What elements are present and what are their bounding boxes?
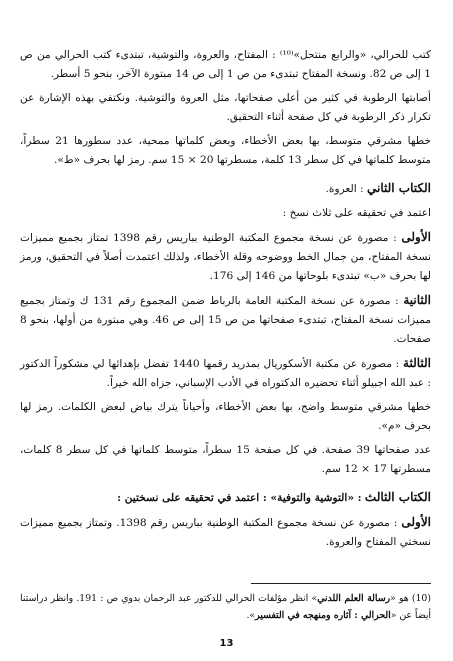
footnote-title-2: الحرالي : آثاره ومنهجه في التفسير bbox=[255, 610, 391, 621]
footnote-title-1: رسالة العلم اللدني bbox=[317, 593, 391, 604]
book2-intro: اعتمد في تحقيقه على ثلاث نسخ : bbox=[282, 207, 431, 219]
page-number: 13 bbox=[219, 638, 234, 649]
book3-first-text: : مصورة عن نسخة مجموع المكتبة الوطنية بباريس رقم 1398. وتمتاز بجميع مميزات نسختي المفتاح والعروة. bbox=[20, 517, 431, 548]
book2-copy-third bbox=[20, 354, 431, 393]
book2-third-script: خطها مشرقي متوسط واضح، بها بعض الأخطاء، وأحياناً يترك بياض لبعض الكلمات. رمز لها بحرف «م». bbox=[20, 401, 431, 432]
book2-copy-first bbox=[20, 228, 431, 286]
footnote-pre: (10) هو « bbox=[390, 593, 431, 604]
book2-copy-second bbox=[20, 291, 431, 349]
paragraph-humidity: أصابتها الرطوبة في كثير من أعلى صفحاتها، مثل العروة والتوشية. ونكتفي بهذه الإشارة عن تكرار ذكر الرطوبة في كل صفحة أثناء التحقيق. bbox=[20, 92, 431, 123]
book3-heading bbox=[20, 488, 431, 508]
book2-subtitle: : العروة. bbox=[325, 183, 364, 195]
footnote-divider bbox=[251, 583, 431, 584]
book3-first-label: الأولى bbox=[401, 515, 432, 529]
footnote bbox=[20, 590, 431, 624]
book3-title: الكتاب الثالث bbox=[364, 490, 431, 504]
book3-subtitle: : «التوشية والتوفية» : اعتمد في تحقيقه على نسختين : bbox=[117, 492, 362, 504]
footnote-mid: » انظر مؤلفات الحرالي للدكتور عبد الرحمان بدوي ص : 191. وانظر دراستنا أيضاً عن « bbox=[20, 593, 431, 621]
book2-third-count: عدد صفحاتها 39 صفحة. في كل صفحة 15 سطراً، متوسط كلماتها في كل سطر 8 كلمات، مسطرتها 17 × 12 سم. bbox=[20, 444, 431, 475]
paragraph-script: خطها مشرقي متوسط، بها بعض الأخطاء، وبعض كلماتها ممحية، عدد سطورها 21 سطراً، متوسط كلماتها في كل سطر 13 كلمة، مسطرتها 20 × 15 سم. رمز لها بحرف «ط». bbox=[20, 135, 431, 166]
book3-copy-first bbox=[20, 513, 431, 552]
paragraph-intro: كتب للحرالي، «والرابع منتحل»⁽¹⁰⁾ : المفتاح، والعروة، والتوشية، تبتدىء كتب الحرالي من ص 1 إلى ص 82. ونسخة المفتاح تبتدىء من ص 1 إلى ص 14 مبتورة الآخر، بنحو 5 أسطر. bbox=[20, 49, 431, 80]
book2-title: الكتاب الثاني bbox=[367, 181, 431, 195]
book2-third-label: الثالثة bbox=[403, 356, 431, 370]
book2-second-text: : مصورة عن نسخة المكتبة العامة بالرباط ضمن المجموع رقم 131 ك وتمتاز بجميع مميزات نسخة المفتاح، تبتدىء صفحاتها من ص 15 إلى ص 46. وهي مبتورة من أولها، بنحو 8 صفحات. bbox=[20, 295, 431, 345]
footnote-post: ». bbox=[246, 610, 256, 621]
book2-second-label: الثانية bbox=[403, 293, 431, 307]
book2-first-text: : مصورة عن نسخة مجموع المكتبة الوطنية بباريس رقم 1398 تمتاز بجميع مميزات نسخة المفتاح، من جمال الخط ووضوحه وقلة الأخطاء، ولذلك اعتمدت أصلاً في التحقيق، ورمز لها بحرف «ب» تبتدىء بلوحاتها من 146 إلى 176. bbox=[20, 232, 431, 282]
book2-first-label: الأولى bbox=[401, 230, 431, 244]
book2-third-text: : مصورة عن مكتبة الأسكوريال بمدريد رقمها 1440 تفضل بإهدائها لي مشكوراً الدكتور : عبد الله اجبيلو أثناء تحضيره الدكتوراه في الأدب الإسباني، جزاه الله خيراً. bbox=[20, 358, 431, 389]
book2-heading bbox=[20, 179, 431, 199]
